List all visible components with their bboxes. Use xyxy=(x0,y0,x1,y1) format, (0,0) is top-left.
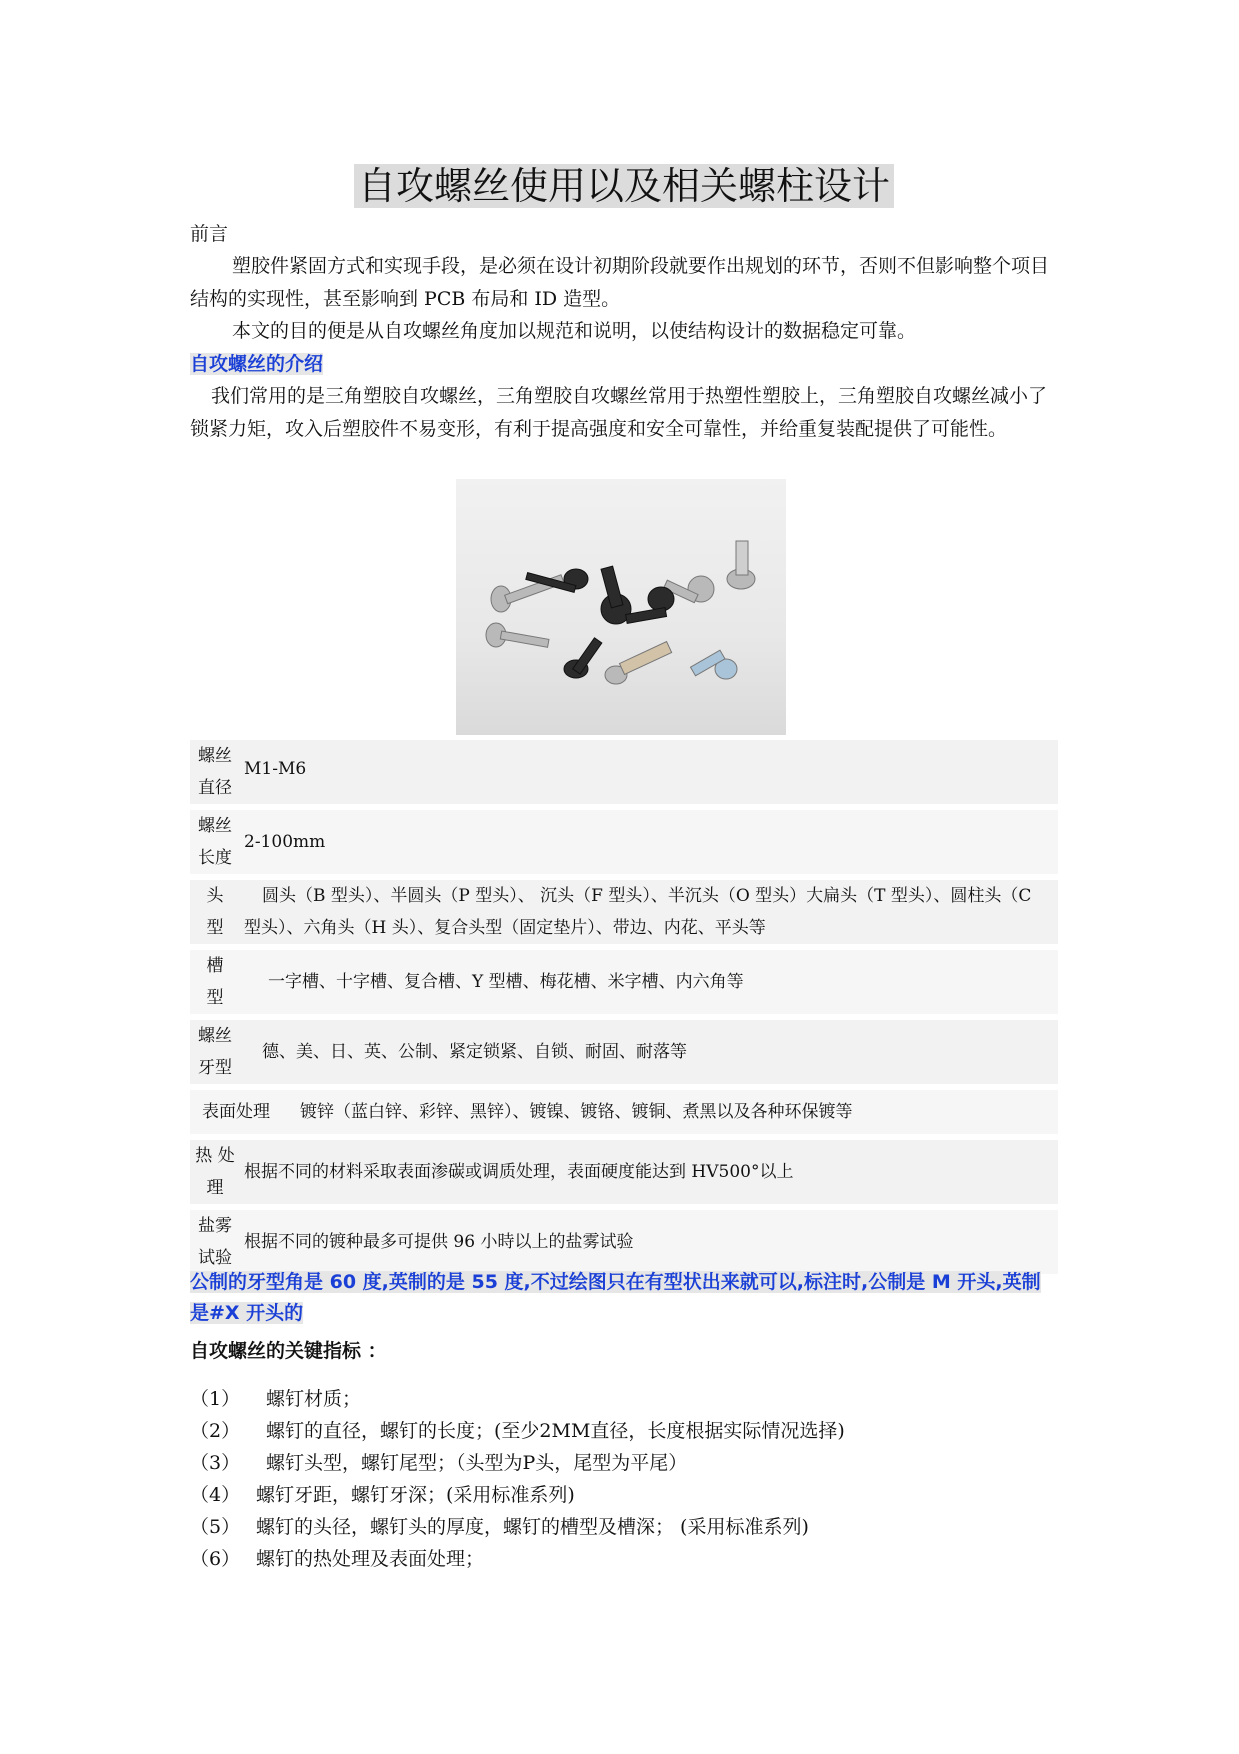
spec-row-heat-treatment xyxy=(190,1140,1058,1204)
spec-value: 镀锌（蓝白锌、彩锌、黑锌）、镀镍、镀铬、镀铜、煮黑以及各种环保镀等 xyxy=(300,1102,853,1122)
spec-label-line-1: 螺丝 xyxy=(198,1026,232,1046)
spec-table xyxy=(190,740,1058,1280)
spec-label-line-1: 螺丝 xyxy=(198,816,232,836)
key-indicators-heading: 自攻螺丝的关键指标 ： xyxy=(190,1340,387,1362)
list-item-text: 螺钉的头径，螺钉头的厚度，螺钉的槽型及槽深； (采用标准系列) xyxy=(256,1516,809,1538)
spec-label-line-1: 头 xyxy=(206,886,224,906)
spec-label xyxy=(190,1020,240,1084)
spec-value: 圆头（B 型头）、半圆头（P 型头）、 沉头（F 型头）、半沉头（O 型头）大扁头（T 型头）、圆柱头（C 型头）、六角头（H 头）、复合头型（固定垫片）、带边、内花、平头等 xyxy=(244,886,1032,938)
spec-label xyxy=(190,810,240,874)
preface-paragraph-1: 塑胶件紧固方式和实现手段，是必须在设计初期阶段就要作出规划的环节，否则不但影响整个项目结构的实现性，甚至影响到 PCB 布局和 ID 造型。 xyxy=(190,255,1050,310)
screws-photo xyxy=(456,479,786,735)
spec-label-line-1: 热 处 xyxy=(195,1146,235,1166)
list-item xyxy=(190,1383,1058,1415)
list-item-number: （5） xyxy=(190,1516,241,1538)
spec-label xyxy=(190,1210,240,1274)
spec-label xyxy=(190,880,240,944)
list-item-text: 螺钉牙距，螺钉牙深；(采用标准系列) xyxy=(256,1484,575,1506)
spec-label-line-2: 直径 xyxy=(198,778,232,798)
list-item-number: （6） xyxy=(190,1548,241,1570)
spec-value: 一字槽、十字槽、复合槽、Y 型槽、梅花槽、米字槽、内六角等 xyxy=(268,972,744,992)
thread-angle-note xyxy=(190,1267,1058,1329)
spec-label xyxy=(190,950,240,1014)
preface-paragraph-2: 本文的目的便是从自攻螺丝角度加以规范和说明，以使结构设计的数据稳定可靠。 xyxy=(232,320,917,342)
list-item xyxy=(190,1447,1058,1479)
spec-value: 根据不同的材料采取表面渗碳或调质处理，表面硬度能达到 HV500°以上 xyxy=(244,1162,794,1182)
spec-value: 2-100mm xyxy=(244,832,326,852)
spec-row-surface-treatment xyxy=(190,1090,1058,1134)
spec-row-length xyxy=(190,810,1058,874)
intro-heading xyxy=(190,348,1058,381)
spec-row-slot-type xyxy=(190,950,1058,1014)
list-item xyxy=(190,1511,1058,1543)
spec-label-line-2: 理 xyxy=(206,1178,224,1198)
spec-label-line-2: 长度 xyxy=(198,848,232,868)
list-item xyxy=(190,1543,1058,1575)
spec-label-line-2: 牙型 xyxy=(198,1058,232,1078)
list-item-text: 螺钉的热处理及表面处理； xyxy=(256,1548,485,1570)
title-text: 自攻螺丝使用以及相关螺柱设计 xyxy=(354,164,894,208)
intro-heading-text: 自攻螺丝的介绍 xyxy=(190,353,324,375)
list-item-number: （4） xyxy=(190,1484,241,1506)
list-item-text: 螺钉材质； xyxy=(266,1388,362,1410)
spec-value: M1-M6 xyxy=(244,759,307,779)
list-item-text: 螺钉头型，螺钉尾型；（头型为P头，尾型为平尾） xyxy=(266,1452,688,1474)
list-item-number: （3） xyxy=(190,1452,241,1474)
spec-label-line-1: 槽 xyxy=(206,956,224,976)
preface-heading: 前言 xyxy=(190,223,229,245)
list-item-text: 螺钉的直径，螺钉的长度；(至少2MM直径，长度根据实际情况选择) xyxy=(266,1420,845,1442)
list-item-number: （1） xyxy=(190,1388,241,1410)
list-item-number: （2） xyxy=(190,1420,241,1442)
spec-label-line-1: 螺丝 xyxy=(198,746,232,766)
spec-row-salt-spray xyxy=(190,1210,1058,1274)
spec-row-diameter xyxy=(190,740,1058,804)
spec-label-line-1: 盐雾 xyxy=(198,1216,232,1236)
spec-label xyxy=(190,740,240,804)
spec-label: 表面处理 xyxy=(202,1102,270,1122)
spec-label-line-2: 型 xyxy=(206,918,224,938)
thread-angle-note-text: 公制的牙型角是 60 度,英制的是 55 度,不过绘图只在有型状出来就可以,标注时,公制是 M 开头,英制是#X 开头的 xyxy=(190,1271,1041,1324)
spec-value: 根据不同的镀种最多可提供 96 小時以上的盐雾试验 xyxy=(244,1232,634,1252)
intro-paragraph: 我们常用的是三角塑胶自攻螺丝，三角塑胶自攻螺丝常用于热塑性塑胶上，三角塑胶自攻螺丝减小了锁紧力矩，攻入后塑胶件不易变形，有利于提高强度和安全可靠性，并给重复装配提供了可能性。 xyxy=(190,385,1048,440)
spec-row-thread-type xyxy=(190,1020,1058,1084)
spec-label-line-2: 型 xyxy=(206,988,224,1008)
key-indicators-list xyxy=(190,1383,1058,1575)
list-item xyxy=(190,1415,1058,1447)
spec-value: 德、美、日、英、公制、紧定锁紧、自锁、耐固、耐落等 xyxy=(262,1042,687,1062)
page-title xyxy=(190,160,1058,212)
spec-label-line-2: 试验 xyxy=(198,1248,232,1268)
list-item xyxy=(190,1479,1058,1511)
spec-row-head-type xyxy=(190,880,1058,944)
spec-label xyxy=(190,1140,240,1204)
